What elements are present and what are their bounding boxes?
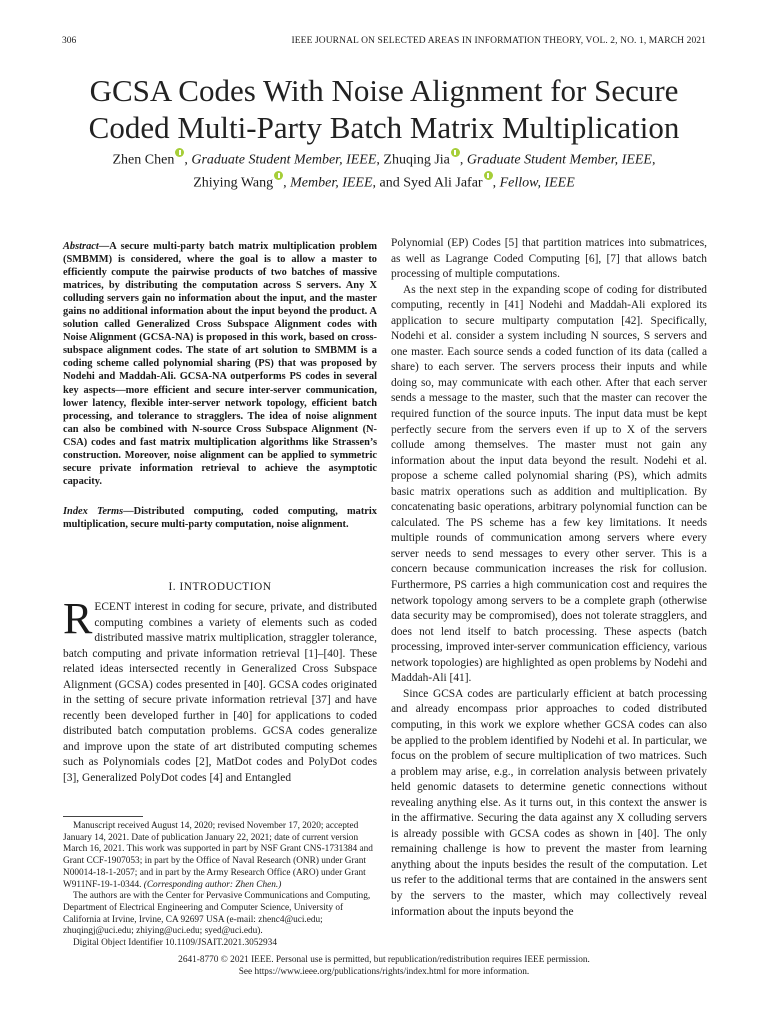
copyright-notice <box>40 955 728 978</box>
orcid-icon[interactable] <box>484 171 493 180</box>
intro-paragraph <box>63 594 377 787</box>
abstract-text: —A secure multi-party batch matrix multiplication problem (SMBMM) is considered, where the goal is to allow a master to efficiently compute the pairwise products of two batches of massive matrices, by distributing the computation across S servers. Any X colluding servers gain no information about the input, and the master gains no additional information about the input beyond the product. A solution called Generalized Cross Subspace Alignment codes with Noise Alignment (GCSA-NA) is proposed in this work, based on cross-subspace alignment codes. The state of art solution to SMBMM is a coding scheme called polynomial sharing (PS) that was proposed by Nodehi and Maddah-Ali. GCSA-NA outperforms PS codes in several key aspects—more efficient and secure inter-server communication, lower latency, flexible inter-server network topology, efficient batch processing, and tolerance to stragglers. The idea of noise alignment can also be combined with N-source Cross Subspace Alignment (N-CSA) codes and fast matrix multiplication algorithms like Strassen’s construction. Moreover, noise alignment can be applied to symmetric secure private information retrieval to achieve the asymptotic capacity. <box>63 241 377 487</box>
footnote <box>63 821 377 950</box>
author-role: Graduate Student Member, IEEE <box>191 152 377 168</box>
author-name: Zhen Chen <box>112 152 175 168</box>
section-heading: I. INTRODUCTION <box>168 581 272 593</box>
drop-cap: R <box>63 594 93 643</box>
orcid-icon[interactable] <box>274 171 283 180</box>
paragraph: Polynomial (EP) Codes [5] that partition matrices into submatrices, as well as Lagrange Coded Computing [6], [7] that allows batch processing of multiple computations. <box>391 237 707 281</box>
author-conjunction: and <box>379 175 400 191</box>
copyright-line-1: 2641-8770 © 2021 IEEE. Personal use is permitted, but republication/redistribution requires IEEE permission. <box>178 955 590 965</box>
right-column <box>391 236 707 920</box>
title-line-2: Coded Multi-Party Batch Matrix Multiplication <box>88 110 680 145</box>
footnote-manuscript: Manuscript received August 14, 2020; revised November 17, 2020; accepted January 14, 2021. Date of publication January 22, 2021; date of current version March 16, 2021. This work was supported in part by NSF Grant CNS-1731384 and Grant CCF-1907053; in part by the Office of Naval Research (ONR) under Grant N00014-18-1-2057; and in part by the Army Research Office (ARO) under Grant W911NF-19-1-0344. <box>63 821 373 890</box>
running-head: IEEE JOURNAL ON SELECTED AREAS IN INFORMATION THEORY, VOL. 2, NO. 1, MARCH 2021 <box>291 36 706 46</box>
footnote-affiliation: The authors are with the Center for Pervasive Communications and Computing, Department of Electrical Engineering and Computer Science, University of California at Irvine, Irvine, CA 92697 USA (e-mail: zhenc4@uci.edu; zhuqingj@uci.edu; zhiying@uci.edu; syed@uci.edu). <box>63 891 371 937</box>
author-name: Syed Ali Jafar <box>403 175 483 191</box>
author-role: Member, IEEE <box>290 175 373 191</box>
page-number: 306 <box>62 36 77 46</box>
author-name: Zhiying Wang <box>193 175 274 191</box>
paper-title <box>40 72 728 146</box>
author-line-1: Zhen Chen , Graduate Student Member, IEEE, Zhuqing Jia , Graduate Student Member, IEEE, <box>40 149 728 172</box>
abstract <box>63 240 377 488</box>
author-line-2: Zhiying Wang , Member, IEEE, and Syed Ali Jafar , Fellow, IEEE <box>40 172 728 195</box>
author-role: Fellow, IEEE <box>499 175 575 191</box>
author-list <box>40 149 728 194</box>
footnote-divider <box>63 816 143 817</box>
orcid-icon[interactable] <box>175 148 184 157</box>
orcid-icon[interactable] <box>451 148 460 157</box>
copyright-line-2: See https://www.ieee.org/publications/rights/index.html for more information. <box>238 966 530 977</box>
index-terms <box>63 505 377 531</box>
author-name: Zhuqing Jia <box>383 152 450 168</box>
paragraph: Since GCSA codes are particularly efficient at batch processing and already encompass prior approaches to coded distributed computing, in this work we explore whether GCSA codes can also be applied to the problem identified by Nodehi et al. In particular, we focus on the problem of secure multiplication of two matrices. Such a problem may arise, e.g., in correlation analysis between privately held genomic datasets to determine genetic connections without revealing anything else. As it turns out, in this context the answer is in the affirmative. Securing the data against any X colluding servers is already possible with GCSA codes as shown in [40]. The only remaining challenge is how to prevent the master from learning anything about the inputs besides the result of the computation. Let us refer to the additional terms that are contained in the answers sent by the servers to the master, which may collectively reveal information about the inputs beyond the <box>391 687 707 918</box>
footnote-doi: Digital Object Identifier 10.1109/JSAIT.2021.3052934 <box>73 938 277 949</box>
title-line-1: GCSA Codes With Noise Alignment for Secure <box>89 73 679 108</box>
index-terms-lead: Index Terms <box>63 506 124 517</box>
paragraph: As the next step in the expanding scope of coding for distributed computing, recently in [41] Nodehi and Maddah-Ali explored its application to secure multiparty computation [42]. Specifically, Nodehi et al. consider a system including N sources, S servers and one master. Each source sends a coded function of its data (called a share) to each server. The servers process their inputs and while doing so, may communicate with each other. After that each server sends a message to the master, such that the master can recover the required function of the source inputs. The input data must be kept perfectly secure from the servers even if up to X of the servers collude among themselves. The master must not gain any information about the input data beyond the result. Nodehi et al. propose a scheme called polynomial sharing (PS), which admits basic matrix operations such as addition and multiplication. By concatenating basic operations, arbitrary polynomial function can be calculated. The PS scheme has a few key limitations. It needs multiple rounds of communication among servers where every server needs to send messages to every other server. This is a concern because communication increases the risk for collusion. Furthermore, PS carries a high communication cost and requires the network topology among servers to be a complete graph (otherwise data security may be compromised), does not tolerate stragglers, and does not lend itself to batch processing. These aspects (batch processing, improved inter-server communication efficiency, various network topologies) are highlighted as open problems by Nodehi and Maddah-Ali [41]. <box>391 283 707 685</box>
intro-text: ECENT interest in coding for secure, private, and distributed computing combines a variety of elements such as coded distributed massive matrix multiplication, straggler tolerance, batch computing and private information retrieval [1]–[40]. These related ideas intersected recently in Generalized Cross Subspace Alignment (GCSA) codes presented in [40]. GCSA codes originated in the setting of secure private information retrieval [37] and have recently been developed further in [40] for applications to coded distributed batch computation problems. GCSA codes generalize and improve upon the state of art distributed computing schemes such as Polynomials codes [2], MatDot codes and PolyDot codes [3], Generalized PolyDot codes [4] and Entangled <box>63 601 377 785</box>
index-terms-text: —Distributed computing, coded computing, matrix multiplication, secure multi-party computation, noise alignment. <box>63 506 377 531</box>
abstract-lead: Abstract <box>63 241 99 252</box>
footnote-corresponding: (Corresponding author: Zhen Chen.) <box>143 879 282 890</box>
author-role: Graduate Student Member, IEEE <box>466 152 652 168</box>
